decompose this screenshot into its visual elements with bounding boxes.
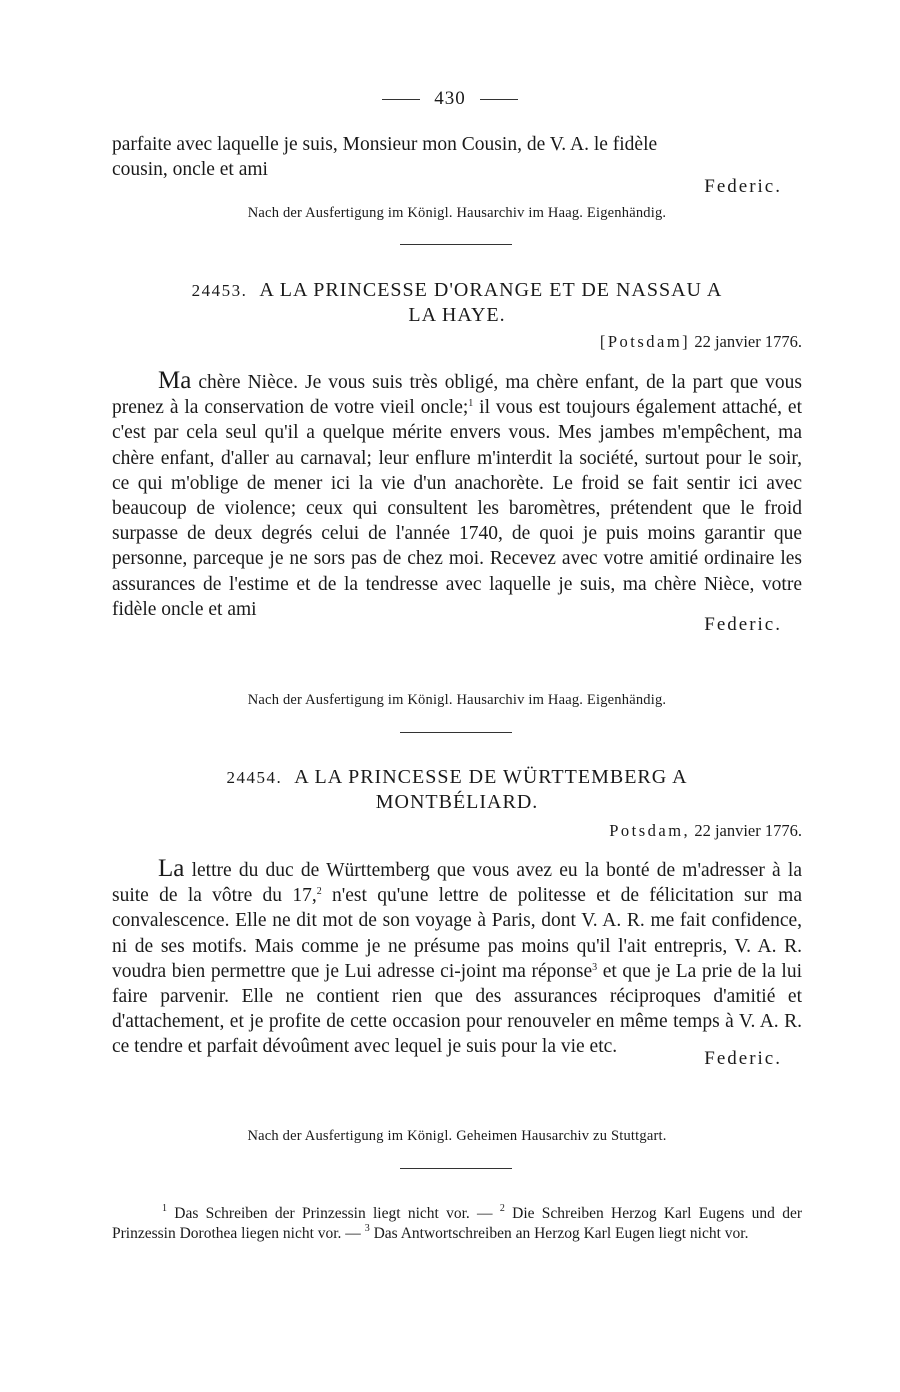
letter-24454-dateline [112, 821, 826, 841]
header-dash-right [480, 99, 518, 100]
footnote-2: Die Schreiben Herzog Karl Eugens und der Prinzessin Dorothea liegen nicht vor. — [112, 1205, 802, 1242]
letter-24453-title-line2: LA HAYE. [408, 304, 506, 326]
previous-letter-ending [112, 132, 802, 198]
footnote-ref-2: 2 [316, 886, 322, 898]
letter-24454-body [112, 856, 802, 1070]
letter-24453-dropcap: Ma [158, 367, 192, 394]
footnote-mark-3: 3 [364, 1223, 370, 1234]
footnote-mark-2: 2 [499, 1203, 505, 1214]
letter-24453-title-line1 [112, 278, 802, 303]
letter-24453-heading [112, 278, 802, 327]
letter-24454-number: 24454. [226, 768, 283, 787]
letter-24454-text-b: n'est qu'une lettre de politesse et de félicitation sur ma convalescence. Elle ne dit mot de son voyage à Paris, dont V. A. R. me fait confidence, ni de ses motifs. Mais comme je ne présume pas moins qu'il l'ait entrepris, V. A. R. voudra bien permettre que je Lui adresse ci-joint ma réponse [112, 885, 802, 982]
letter-24453-date-place: [Potsdam] [599, 332, 691, 351]
letter-24454-heading [112, 765, 802, 814]
letter-24454-title: A LA PRINCESSE DE WÜRTTEMBERG A [294, 766, 688, 788]
letter-24454-source: Nach der Ausfertigung im Königl. Geheimen Hausarchiv zu Stuttgart. [247, 1128, 667, 1144]
letter-24453-body [112, 368, 802, 636]
letter-24453-source: Nach der Ausfertigung im Königl. Hausarchiv im Haag. Eigenhändig. [247, 692, 667, 708]
footnotes [112, 1204, 802, 1244]
separator-rule-3 [400, 1168, 512, 1169]
letter-24454-signature: Federic. [704, 1047, 782, 1069]
letter-24453-text [112, 368, 802, 622]
letter-24454-date: 22 janvier 1776. [690, 821, 802, 840]
letter-24453-text-a: chère Nièce. Je vous suis très obligé, ma chère enfant, de la part que vous prenez à la conservation de votre vieil oncle; [112, 372, 802, 419]
footnote-ref-1: 1 [468, 398, 474, 410]
letter-24454-text-c: et que je La prie de la lui faire parvenir. Elle ne contient rien que des assurances réciproques d'amitié et d'attachement, et je profite de cette occasion pour renouveler en même temps à V. A. R. ce tendre et parfait dévoûment avec lequel je suis pour la vie etc. [112, 960, 803, 1058]
separator-rule-2 [400, 732, 512, 733]
footnote-ref-3: 3 [592, 961, 598, 973]
letter-24453-number: 24453. [191, 281, 248, 300]
letter-24454-text [112, 856, 802, 1060]
letter-24454-text-a: lettre du duc de Württemberg que vous avez eu la bonté de m'adresser à la suite de la vôtre du 17, [112, 860, 802, 907]
separator-rule-1 [400, 244, 512, 245]
footnote-1: Das Schreiben der Prinzessin liegt nicht vor. — [167, 1205, 500, 1222]
prev-letter-line2: cousin, oncle et ami [112, 159, 268, 181]
footnote-3: Das Antwortschreiben an Herzog Karl Eugen liegt nicht vor. [369, 1225, 749, 1242]
letter-24453-dateline [112, 332, 826, 352]
page-number: 430 [434, 88, 466, 109]
footnote-mark-1: 1 [162, 1203, 167, 1214]
prev-letter-signature: Federic. [704, 176, 782, 198]
prev-letter-line1: parfaite avec laquelle je suis, Monsieur mon Cousin, de V. A. le fidèle [112, 134, 658, 155]
letter-24453-text-b: il vous est toujours également attaché, et c'est par cela seul qu'il a quelque mérite envers vous. Mes jambes m'empêchent, ma chère enfant, d'aller au carnaval; leur enflure m'interdit la société, surtout pour le soir, ce qui m'oblige de mener ici la vie d'un anachorète. Le froid se fait sentir ici avec beaucoup de violence; ceux qui consultent les baromètres, prétendent que le froid surpasse de deux degrés celui de l'année 1740, de quoi je puis moins garantir que personne, parceque je ne sors pas de chez moi. Recevez avec votre amitié ordinaire les assurances de l'estime et de la tendresse avec laquelle je suis, ma chère Nièce, votre fidèle oncle et ami [112, 397, 802, 620]
letter-24454-date-place: Potsdam, [609, 821, 691, 840]
letter-24453-signature: Federic. [704, 614, 782, 636]
prev-letter-source: Nach der Ausfertigung im Königl. Hausarchiv im Haag. Eigenhändig. [247, 205, 667, 221]
letter-24453-title: A LA PRINCESSE D'ORANGE ET DE NASSAU A [259, 279, 723, 301]
page-header [0, 88, 900, 110]
letter-24454-title-line1 [112, 765, 802, 790]
letter-24454-title-line2: MONTBÉLIARD. [375, 791, 539, 813]
letter-24453-date: 22 janvier 1776. [690, 332, 802, 351]
header-dash-left [382, 99, 420, 100]
footnotes-text [112, 1204, 802, 1244]
letter-24454-dropcap: La [158, 855, 185, 882]
